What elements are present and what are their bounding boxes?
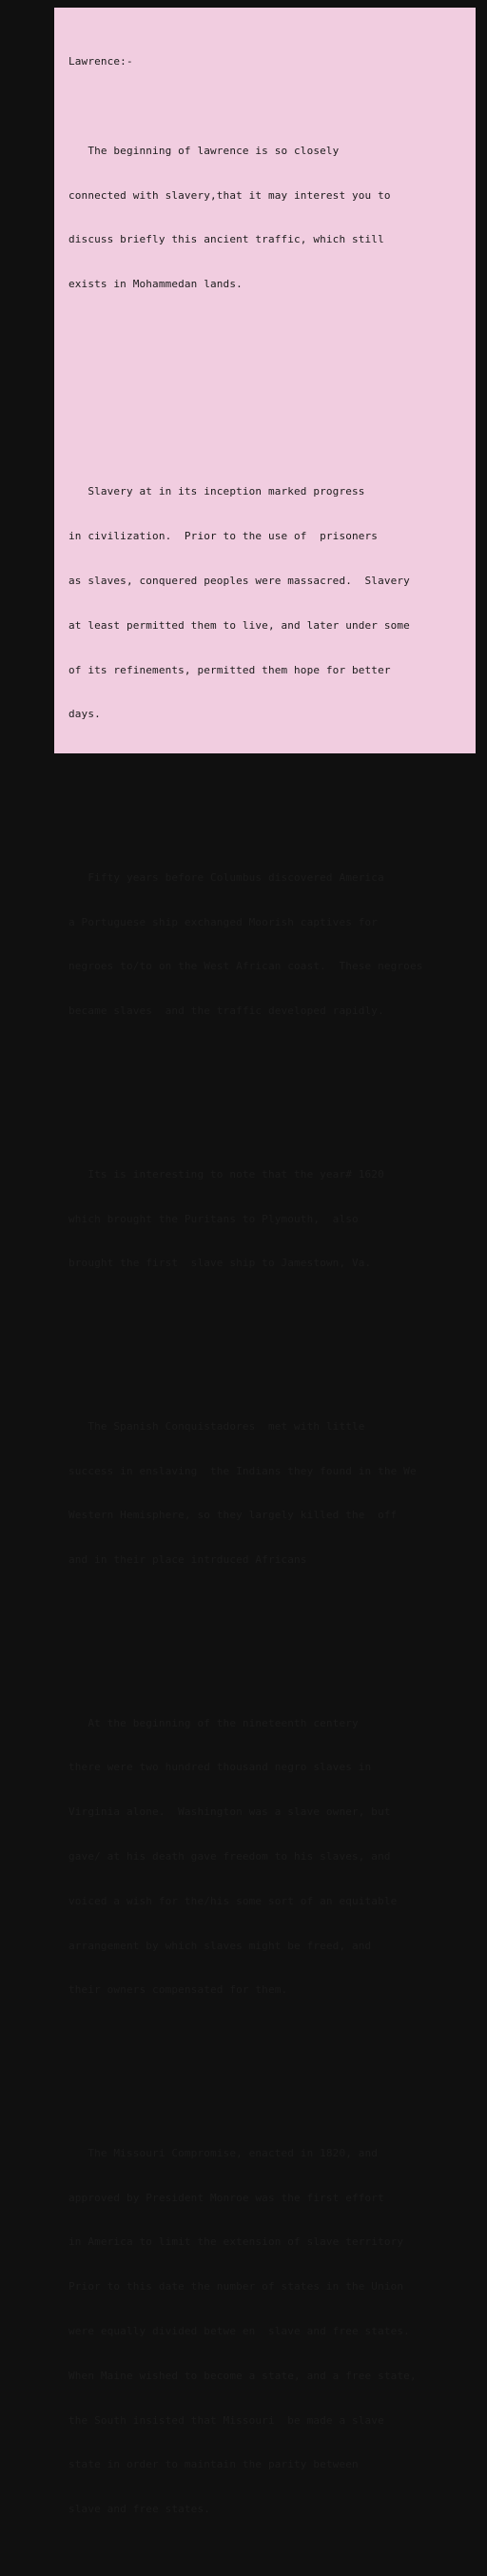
text-line: Its is interesting to note that the year# 1620 <box>68 1167 384 1181</box>
text-line: there were two hundred thousand negro slaves in <box>68 1761 372 1774</box>
paragraph-gap <box>68 781 487 796</box>
paragraph-1 <box>68 114 487 322</box>
paragraph-gap <box>68 1078 487 1093</box>
text-line: approved by President Monroe was the first effort <box>68 2191 384 2204</box>
paragraph-3 <box>68 841 487 1048</box>
text-line: Virginia alone. Washington was a slave owner, but <box>68 1805 391 1819</box>
text-line: in America to limit the extension of slave territory <box>68 2235 404 2249</box>
text-line: became slaves and the traffic developed rapidly. <box>68 1005 384 1018</box>
paragraph-gap <box>68 396 487 411</box>
paragraph-7 <box>68 2117 487 2547</box>
paragraph-5 <box>68 1390 487 1597</box>
text-line: in civilization. Prior to the use of prisoners <box>68 530 379 543</box>
text-line: of its refinements, permitted them hope for better <box>68 663 391 676</box>
paragraph-gap <box>68 1330 487 1345</box>
text-line: the South insisted that Missouri be made a slave <box>68 2413 384 2427</box>
text-line: The Missouri Compromise, enacted in 1820, and <box>68 2146 379 2159</box>
text-line: days. <box>68 708 101 721</box>
text-line: which brought the Puritans to Plymouth, also <box>68 1212 359 1225</box>
text-line: brought the first slave ship to Jamestown, Va. <box>68 1257 372 1270</box>
paragraph-gap <box>68 1627 487 1642</box>
text-line: Prior to this date the number of states in the Union <box>68 2280 404 2293</box>
text-line: at least permitted them to live, and later under some <box>68 618 410 632</box>
text-line: Fifty years before Columbus discovered America <box>68 870 384 884</box>
text-line: discuss briefly this ancient traffic, which still <box>68 233 384 246</box>
text-line: and in their place intrduced Africans <box>68 1553 307 1567</box>
text-line: Western Hemisphere, so they largely killed the off <box>68 1509 398 1522</box>
text-line: Slavery at in its inception marked progress <box>68 485 365 498</box>
text-line: At the beginning of the nineteenth centery <box>68 1716 359 1729</box>
typed-page <box>54 8 476 2516</box>
paragraph-gap <box>68 351 487 366</box>
text-line: arrangement by which slaves might be freed, and <box>68 1939 372 1952</box>
paragraph-2 <box>68 455 487 751</box>
text-line: gave/ at his death gave freedom to his slaves, and <box>68 1850 391 1864</box>
text-line: were equally divided betwe en slave and free states. <box>68 2325 410 2338</box>
text-line: exists in Mohammedan lands. <box>68 278 243 291</box>
paragraph-gap <box>68 2057 487 2072</box>
text-line: a Portuguese ship exchanged Moorish captives for <box>68 915 379 928</box>
text-line: When Maine wished to become a state, and a free state, <box>68 2369 417 2382</box>
text-line: The Spanish Conquistadores met with little <box>68 1419 365 1433</box>
text-line: state in order to maintain the parity between <box>68 2458 359 2471</box>
text-line: connected with slavery,that it may interest you to <box>68 188 391 202</box>
document-body <box>68 25 487 2576</box>
paragraph-6 <box>68 1687 487 2028</box>
text-line: voiced a wish for the/his some sort of an equitable <box>68 1894 398 1907</box>
text-line: success in enslaving the Indians they found in the We <box>68 1464 417 1477</box>
text-line: as slaves, conquered peoples were massacred. Slavery <box>68 574 410 587</box>
paragraph-4 <box>68 1138 487 1301</box>
text-line: negroes to/to on the West African coast. These negroes <box>68 960 423 973</box>
text-line: slave and free states. <box>68 2503 210 2516</box>
document-heading: Lawrence:- <box>68 55 133 68</box>
text-line: their owners compensated for them. <box>68 1983 288 1997</box>
text-line: The beginning of lawrence is so closely <box>68 144 340 157</box>
